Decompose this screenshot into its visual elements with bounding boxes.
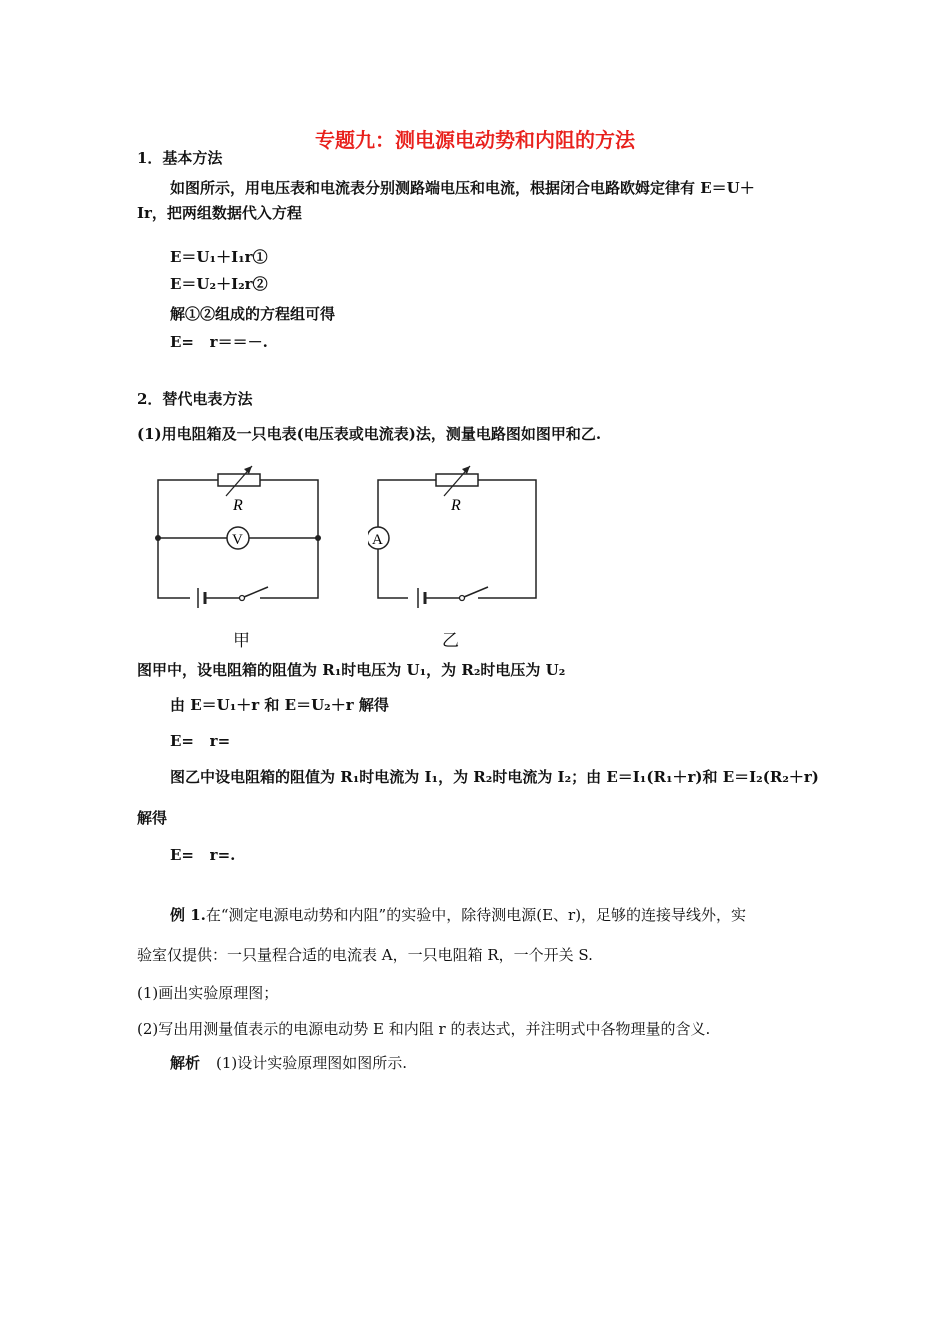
figure-label-jia: 甲 [233,631,250,651]
resistor-label: R [233,497,243,514]
analysis-text: (1)设计实验原理图如图所示. [216,1054,408,1072]
question-2: (2)写出用测量值表示的电源电动势 E 和内阻 r 的表达式，并注明式中各物理量的含义. [137,1020,711,1038]
example-label: 例 1. [170,906,206,924]
question-1: (1)画出实验原理图； [137,984,279,1002]
section2-heading: 2．替代电表方法 [137,390,253,408]
paragraph-jia-result: E= r= [170,732,231,750]
paragraph-jia-equation: 由 E＝U₁＋r 和 E＝U₂＋r 解得 [170,696,389,714]
switch-contact [240,596,245,601]
paragraph-yi-result: E= r=. [170,846,236,864]
section1-heading: 1．基本方法 [137,149,223,167]
figure-label-yi: 乙 [442,631,459,651]
section1-paragraph-line1: 如图所示，用电压表和电流表分别测路端电压和电流，根据闭合电路欧姆定律有 E＝U＋ [170,179,755,197]
section2-sub1: (1)用电阻箱及一只电表(电压表或电流表)法，测量电路图如图甲和乙. [137,425,602,443]
switch-contact [460,596,465,601]
arrow-head [462,466,470,474]
resistor-label: R [451,497,461,514]
example-line1 [170,905,746,925]
example-line2: 验室仅提供：一只量程合适的电流表 A，一只电阻箱 R，一个开关 S. [137,946,593,964]
analysis-label: 解析 [170,1054,201,1072]
page-title: 专题九：测电源电动势和内阻的方法 [315,128,635,152]
voltmeter-label: V [232,532,243,548]
arrow-head [244,466,252,474]
analysis-line [170,1053,407,1073]
section1-result: E= r＝＝－. [170,333,268,351]
circuit-diagram-yi [368,460,548,610]
paragraph-yi-solve: 解得 [137,809,168,827]
paragraph-yi: 图乙中设电阻箱的阻值为 R₁时电流为 I₁，为 R₂时电流为 I₂；由 E＝I₁(R₁＋r)和 E＝I₂(R₂＋r) [170,768,819,786]
junction-left [155,535,161,541]
section1-paragraph-line2: Ir，把两组数据代入方程 [137,204,302,222]
solve-text: 解①②组成的方程组可得 [170,305,336,323]
example-line1-text: 在“测定电源电动势和内阻”的实验中，除待测电源(E、r)，足够的连接导线外，实 [205,906,747,924]
resistor-box [436,474,478,486]
circuit-diagram-jia [150,460,330,610]
equation-1: E＝U₁＋I₁r① [170,248,268,266]
junction-right [315,535,321,541]
equation-2: E＝U₂＋I₂r② [170,275,268,293]
ammeter-label: A [372,532,383,548]
resistor-box [218,474,260,486]
paragraph-jia: 图甲中，设电阻箱的阻值为 R₁时电压为 U₁，为 R₂时电压为 U₂ [137,661,566,679]
